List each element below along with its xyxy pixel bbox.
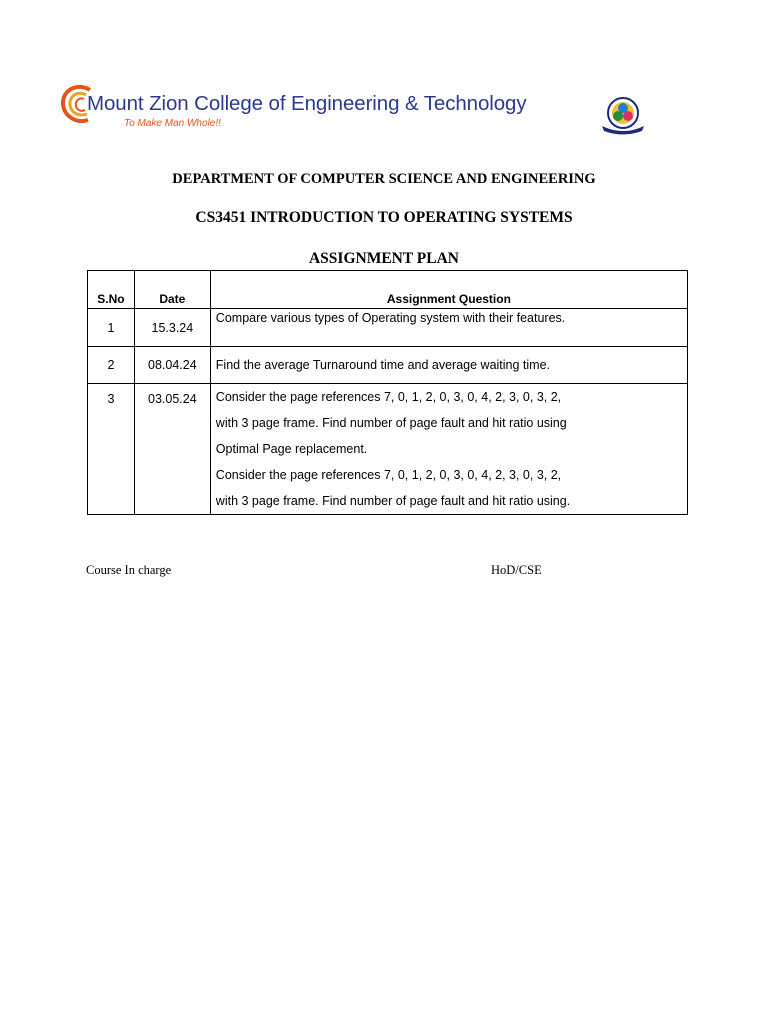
sno-cell: 2	[88, 347, 135, 384]
sno-cell: 1	[88, 309, 135, 347]
question-line: with 3 page frame. Find number of page fault and hit ratio using	[215, 416, 567, 430]
question-line: with 3 page frame. Find number of page fault and hit ratio using.	[215, 494, 571, 508]
hod-signature: HoD/CSE	[491, 563, 542, 577]
question-cell	[210, 384, 687, 515]
table-header-row	[88, 271, 688, 309]
date-cell: 08.04.24	[134, 347, 210, 384]
column-header-sno: S.No	[88, 271, 135, 309]
college-tagline: To Make Man Whole!!	[124, 118, 221, 129]
date-cell: 15.3.24	[134, 309, 210, 347]
course-incharge-signature: Course In charge	[86, 563, 172, 577]
sno-cell: 3	[88, 384, 135, 515]
table-row	[88, 384, 688, 515]
question-line: Consider the page references 7, 0, 1, 2, 0, 3, 0, 4, 2, 3, 0, 3, 2,	[215, 468, 562, 482]
university-emblem-icon	[598, 96, 648, 136]
question-line: Compare various types of Operating system with their features.	[215, 311, 566, 325]
table-row	[88, 309, 688, 347]
date-cell: 03.05.24	[134, 384, 210, 515]
assignment-table	[87, 270, 688, 515]
column-header-question: Assignment Question	[210, 271, 687, 309]
college-header	[60, 82, 660, 142]
question-line: Find the average Turnaround time and average waiting time.	[215, 358, 551, 372]
question-cell	[210, 309, 687, 347]
course-heading: CS3451 INTRODUCTION TO OPERATING SYSTEMS	[195, 209, 573, 226]
question-line: Optimal Page replacement.	[215, 442, 368, 456]
plan-title: ASSIGNMENT PLAN	[308, 250, 459, 267]
question-cell	[210, 347, 687, 384]
column-header-date: Date	[134, 271, 210, 309]
question-line: Consider the page references 7, 0, 1, 2, 0, 3, 0, 4, 2, 3, 0, 3, 2,	[215, 390, 562, 404]
department-heading: DEPARTMENT OF COMPUTER SCIENCE AND ENGINEERING	[172, 171, 596, 187]
college-name: Mount Zion College of Engineering & Technology	[87, 92, 527, 115]
table-row	[88, 347, 688, 384]
